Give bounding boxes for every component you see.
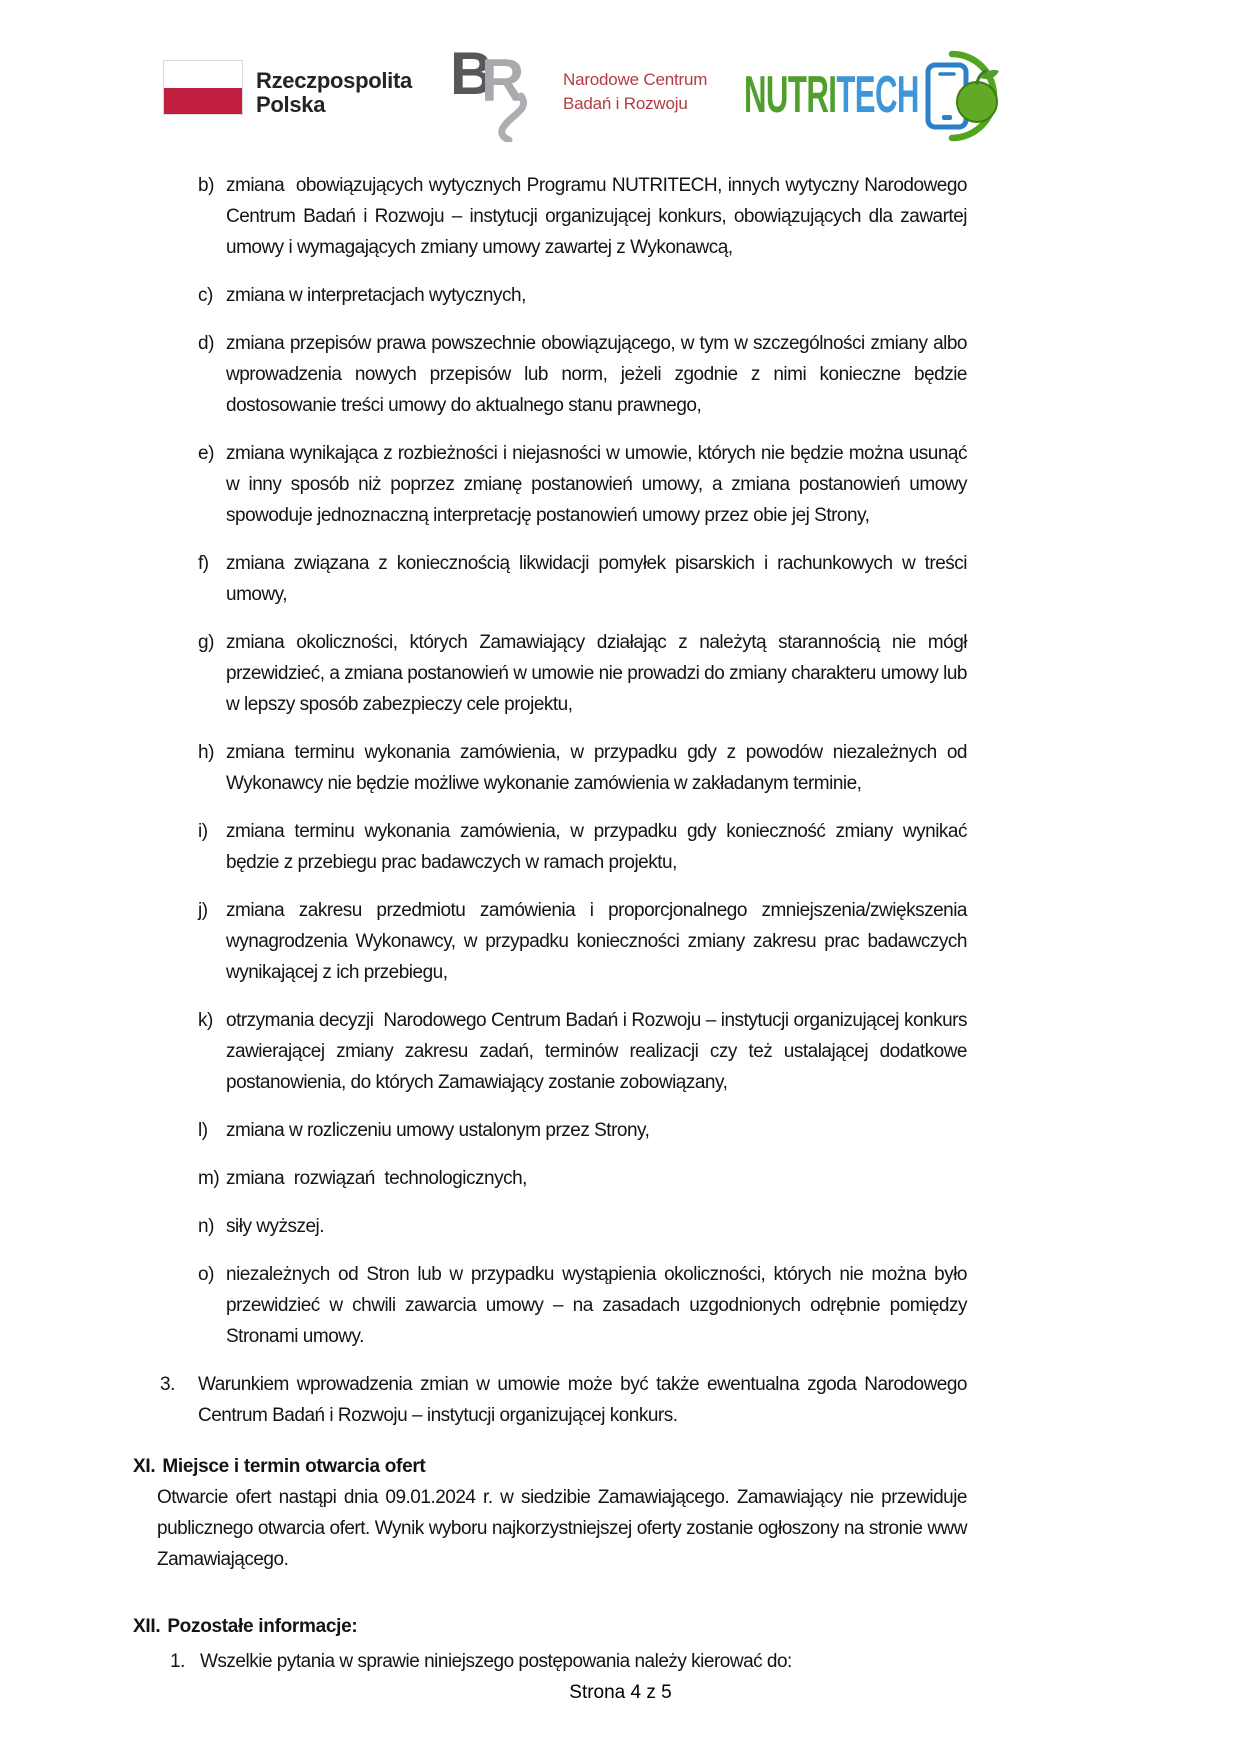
section-xii-title: Pozostałe informacje:: [167, 1616, 358, 1637]
ncbr-text-line1: Narodowe Centrum: [563, 70, 708, 89]
section-xii: [133, 1611, 967, 1677]
list-item-e: [133, 438, 972, 531]
list-item-text: zmiana terminu wykonania zamówienia, w przypadku gdy konieczność zmiany wynikać będzie z przebiegu prac badawczych w ramach projektu,: [226, 821, 972, 873]
list-item-h: [133, 737, 972, 799]
list-item-l: [133, 1115, 967, 1146]
section-xi-title: Miejsce i termin otwarcia ofert: [162, 1456, 426, 1477]
list-item-o: [133, 1259, 972, 1352]
list-item-text: zmiana przepisów prawa powszechnie obowiązującego, w tym w szczególności zmiany albo wprowadzenia nowych przepisów lub norm, jeżeli zgodnie z nimi konieczne będzie dostosowanie treści umowy do aktualnego stanu prawnego,: [226, 333, 972, 416]
list-item-label: j): [198, 900, 208, 921]
poland-flag-icon: [163, 60, 243, 115]
list-item-i: [133, 816, 972, 878]
sub-item-text: Wszelkie pytania w sprawie niniejszego postępowania należy kierować do:: [200, 1651, 792, 1672]
section-xii-number: XII.: [133, 1616, 161, 1637]
list-item-text: zmiana okoliczności, których Zamawiający działając z należytą starannością nie mógł przewidzieć, a zmiana postanowień w umowie nie prowadzi do zmiany charakteru umowy lub w lepszy sposób zabezpieczy cele projektu,: [226, 632, 972, 715]
list-item-label: n): [198, 1216, 214, 1237]
numbered-item-3: [133, 1369, 967, 1431]
list-item-n: [133, 1211, 967, 1242]
list-item-text: niezależnych od Stron lub w przypadku wystąpienia okoliczności, których nie można było przewidzieć w chwili zawarcia umowy – na zasadach uzgodnionych odrębnie pomiędzy Stronami umowy.: [226, 1264, 972, 1347]
list-item-m: [133, 1163, 967, 1194]
list-item-j: [133, 895, 972, 988]
poland-logo-line1: Rzeczpospolita: [256, 68, 412, 93]
section-xii-heading: [133, 1611, 967, 1642]
list-item-text: zmiana rozwiązań technologicznych,: [226, 1168, 527, 1189]
list-item-label: h): [198, 742, 214, 763]
section-xii-item-1: [133, 1646, 967, 1677]
list-item-label: c): [198, 285, 213, 306]
section-xi-body: Otwarcie ofert nastąpi dnia 09.01.2024 r. w siedzibie Zamawiającego. Zamawiający nie przewiduje publicznego otwarcia ofert. Wynik wyboru najkorzystniejszej oferty zostanie ogłoszony na stronie www Zamawiającego.: [157, 1487, 967, 1570]
list-item-text: zmiana zakresu przedmiotu zamówienia i proporcjonalnego zmniejszenia/zwiększenia wynagrodzenia Wykonawcy, w przypadku konieczności zmiany zakresu prac badawczych wynikającej z ich przebiegu,: [226, 900, 972, 983]
list-item-label: f): [198, 553, 209, 574]
document-body: [133, 170, 972, 1677]
list-item-label: i): [198, 821, 208, 842]
ncbr-letter-r: R: [481, 47, 525, 114]
nutritech-wordmark: [744, 65, 919, 125]
nutritech-app-icon: [920, 50, 1012, 142]
list-item-label: d): [198, 333, 214, 354]
list-item-text: zmiana w interpretacjach wytycznych,: [226, 285, 526, 306]
ncbr-text-line2: Badań i Rozwoju: [563, 94, 688, 113]
list-item-label: m): [198, 1168, 220, 1189]
list-item-text: zmiana wynikająca z rozbieżności i niejasności w umowie, których nie będzie można usunąć w inny sposób niż poprzez zmianę postanowień umowy, a zmiana postanowień umowy spowoduje jednoznaczną interpretację postanowień umowy przez obie jej Strony,: [226, 443, 972, 526]
list-item-k: [133, 1005, 972, 1098]
list-item-text: otrzymania decyzji Narodowego Centrum Badań i Rozwoju – instytucji organizującej konkurs zawierającej zmiany zakresu zadań, terminów realizacji czy też ustalającej dodatkowe postanowienia, do których Zamawiający zostanie zobowiązany,: [226, 1010, 972, 1093]
list-item-label: k): [198, 1010, 213, 1031]
apple-shape: [957, 82, 997, 122]
page-number: Strona 4 z 5: [569, 1682, 672, 1703]
nutritech-word-nutri: NUTRI: [744, 66, 837, 124]
list-item-f: [133, 548, 972, 610]
ncbr-letter-b: B: [450, 46, 494, 107]
section-xi-number: XI.: [133, 1456, 156, 1477]
phone-home-button: [942, 115, 952, 120]
list-item-text: zmiana obowiązujących wytycznych Programu NUTRITECH, innych wytyczny Narodowego Centrum Badań i Rozwoju – instytucji organizującej konkurs, obowiązujących dla zawartej umowy i wymagających zmiany umowy zawartej z Wykonawcą,: [226, 175, 972, 258]
list-item-b: [133, 170, 972, 263]
ncbr-logo-text: [563, 68, 743, 116]
list-item-label: e): [198, 443, 214, 464]
poland-logo: [163, 60, 412, 117]
poland-logo-text: [256, 69, 412, 117]
nutritech-word-tech: TECH: [836, 66, 919, 124]
list-item-c: [133, 280, 967, 311]
list-item-text: zmiana terminu wykonania zamówienia, w przypadku gdy z powodów niezależnych od Wykonawcy nie będzie możliwe wykonanie zamówienia w zakładanym terminie,: [226, 742, 972, 794]
list-item-label: g): [198, 632, 214, 653]
list-item-label: o): [198, 1264, 214, 1285]
list-item-text: siły wyższej.: [226, 1216, 325, 1237]
ncbr-logo: [450, 46, 708, 142]
list-item-text: zmiana w rozliczeniu umowy ustalonym przez Strony,: [226, 1120, 650, 1141]
numbered-item-text: Warunkiem wprowadzenia zmian w umowie może być także ewentualna zgoda Narodowego Centrum Badań i Rozwoju – instytucji organizującej konkurs.: [198, 1374, 967, 1426]
list-item-d: [133, 328, 972, 421]
list-item-label: l): [198, 1120, 208, 1141]
flag-white-stripe: [164, 61, 242, 88]
sub-item-label: 1.: [170, 1651, 185, 1672]
flag-red-stripe: [164, 88, 242, 115]
poland-logo-line2: Polska: [256, 92, 326, 117]
page-footer: [0, 1682, 1241, 1704]
numbered-item-label: 3.: [160, 1374, 175, 1395]
list-item-label: b): [198, 175, 214, 196]
list-item-g: [133, 627, 972, 720]
section-xi-heading: [133, 1451, 967, 1482]
section-xi: [133, 1451, 967, 1575]
list-item-text: zmiana związana z koniecznością likwidacji pomyłek pisarskich i rachunkowych w treści umowy,: [226, 553, 972, 605]
